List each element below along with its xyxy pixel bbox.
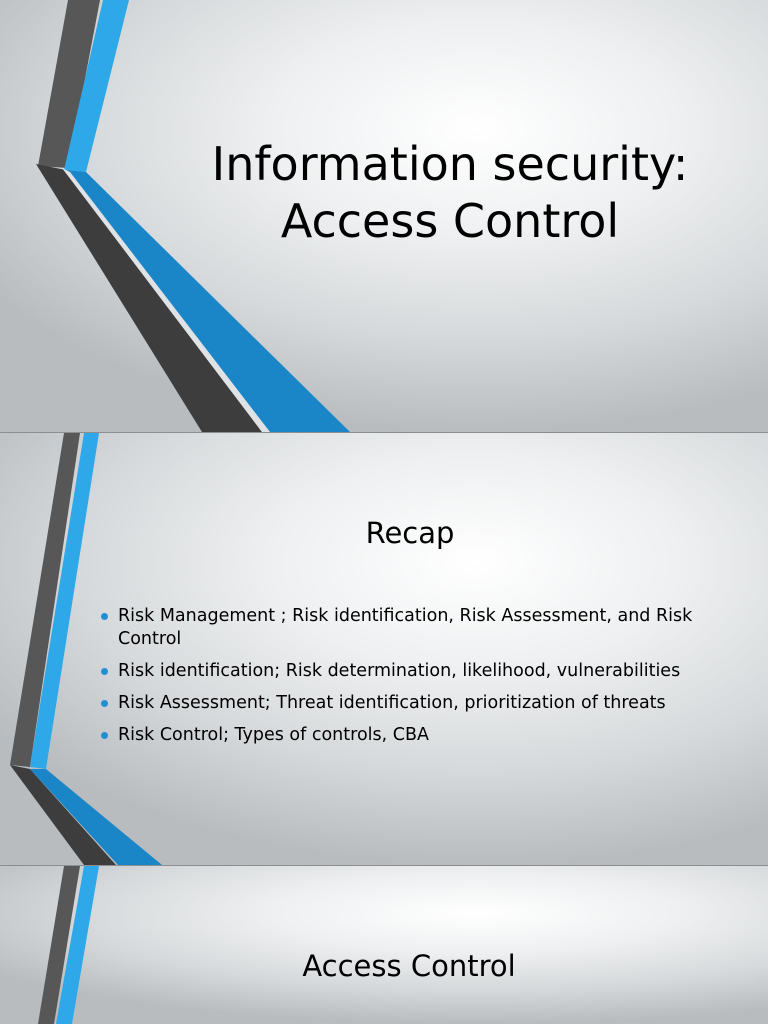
decorative-stripes [0,866,768,1024]
bullet-dot-icon [101,732,108,739]
slide-heading: Recap [365,516,455,550]
presentation-title [150,136,750,250]
bullet-item [100,724,740,747]
bullet-text: Risk Control; Types of controls, CBA [118,725,429,745]
slide-access-control [0,866,768,1024]
bullet-item [100,692,740,715]
bullet-dot-icon [101,668,108,675]
bullet-list [100,605,740,756]
bullet-item [100,660,740,683]
slide-heading: Access Control [302,949,516,983]
title-line-2: Access Control [280,194,620,248]
slide-recap [0,433,768,865]
bullet-text: Risk Management ; Risk identification, Risk Assessment, and Risk Control [118,606,693,649]
bullet-item [100,605,740,651]
bullet-dot-icon [101,613,108,620]
bullet-text: Risk identification; Risk determination, likelihood, vulnerabilities [118,661,681,681]
title-line-1: Information security: [211,137,689,191]
bullet-text: Risk Assessment; Threat identification, prioritization of threats [118,693,666,713]
slide-title [0,0,768,432]
bullet-dot-icon [101,700,108,707]
